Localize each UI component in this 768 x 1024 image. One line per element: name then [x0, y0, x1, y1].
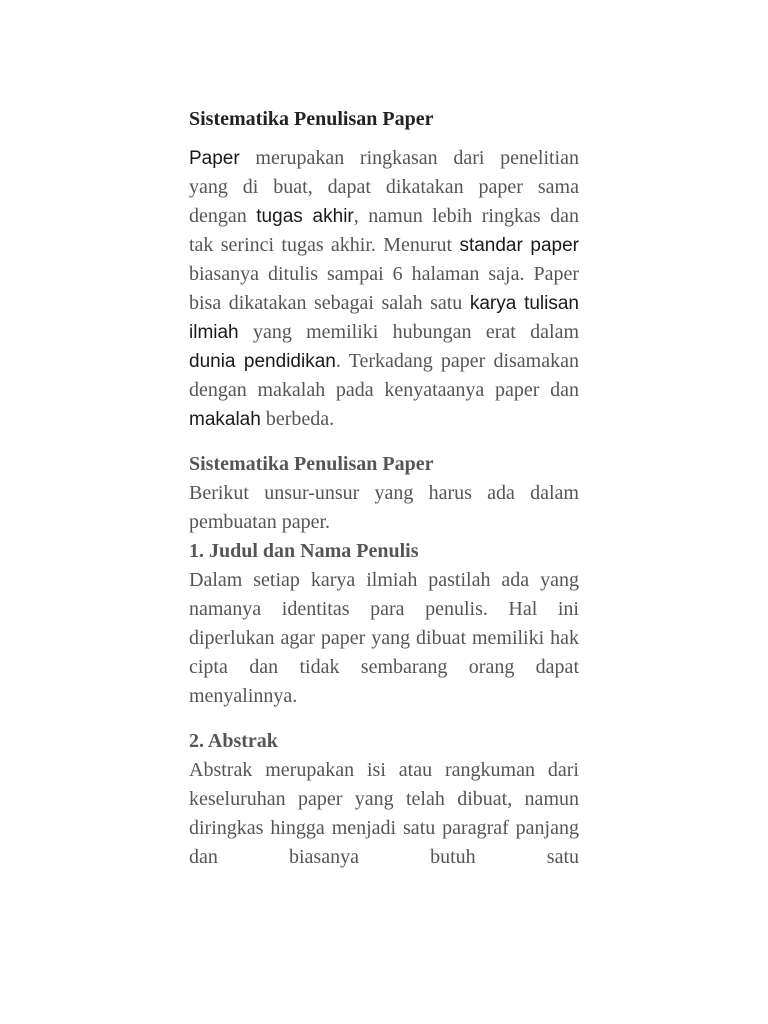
intro-text-3: biasanya ditulis sampai 6 halaman saja. Paper bisa dikatakan sebagai salah satu [189, 263, 579, 314]
intro-text-5: . Terkadang paper disamakan dengan makalah pada kenyataanya paper dan [189, 350, 579, 401]
document-title: Sistematika Penulisan Paper [189, 108, 434, 130]
link-paper[interactable]: Paper [189, 148, 240, 169]
link-tugas-akhir[interactable]: tugas akhir [256, 206, 354, 227]
intro-paragraph [189, 144, 579, 434]
link-standar-paper[interactable]: standar paper [459, 235, 580, 256]
item1-paragraph: Dalam setiap karya ilmiah pastilah ada yang namanya identitas para penulis. Hal ini diperlukan agar paper yang dibuat memiliki hak cipta dan tidak sembarang orang dapat menyalinnya. [189, 569, 579, 707]
spacer [189, 434, 579, 450]
item1-heading: 1. Judul dan Nama Penulis [189, 540, 419, 562]
section-heading: Sistematika Penulisan Paper [189, 453, 434, 475]
intro-text-1: merupakan ringkasan dari penelitian yang di buat, dapat dikatakan paper sama dengan [189, 147, 579, 227]
spacer [189, 711, 579, 727]
item2-heading: 2. Abstrak [189, 730, 278, 752]
link-karya-tulisan-ilmiah[interactable]: karya tulisan ilmiah [189, 293, 579, 343]
section-paragraph: Berikut unsur-unsur yang harus ada dalam pembuatan paper. [189, 482, 579, 533]
intro-text-2: , namun lebih ringkas dan tak serinci tugas akhir. Menurut [189, 205, 579, 256]
intro-text-6: berbeda. [260, 408, 335, 430]
intro-text-4: yang memiliki hubungan erat dalam [238, 321, 579, 343]
link-dunia-pendidikan[interactable]: dunia pendidikan [189, 351, 336, 372]
link-makalah[interactable]: makalah [189, 409, 261, 430]
document-body [189, 104, 579, 872]
item2-paragraph: Abstrak merupakan isi atau rangkuman dari keseluruhan paper yang telah dibuat, namun diringkas hingga menjadi satu paragraf panjang dan biasanya butuh satu [189, 759, 579, 868]
